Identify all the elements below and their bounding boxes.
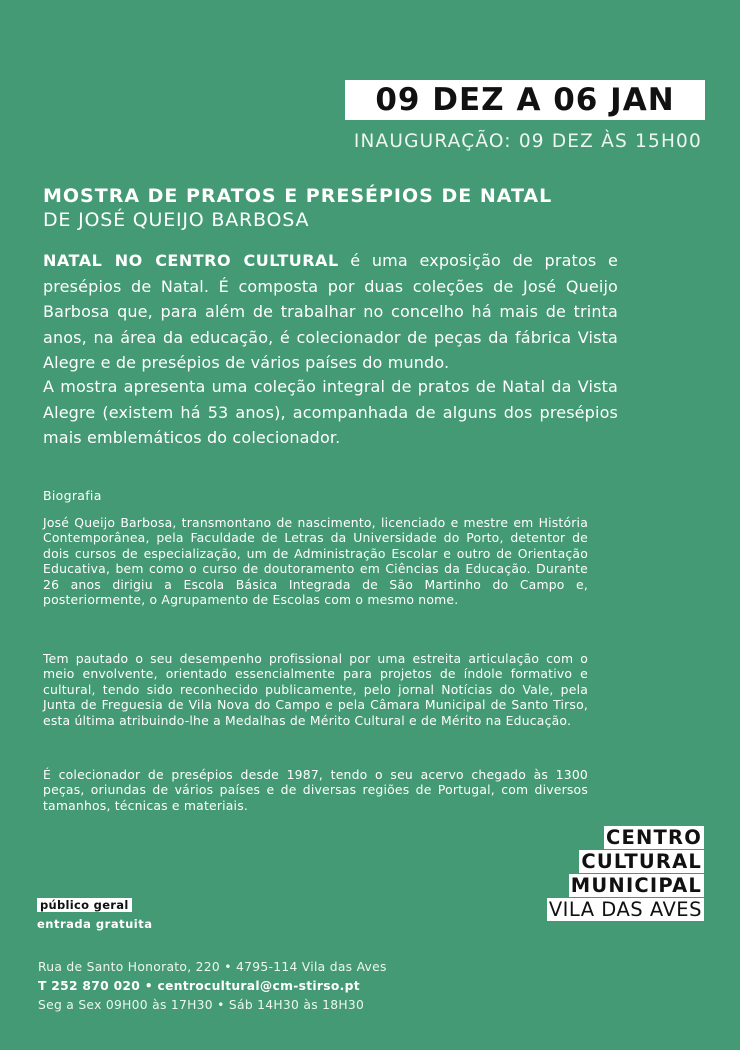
opening-hours: Seg a Sex 09H00 às 17H30 • Sáb 14H30 às 18H30 <box>38 998 365 1012</box>
date-range-badge: 09 DEZ A 06 JAN <box>345 80 705 120</box>
audience-badge: público geral <box>37 898 132 912</box>
logo-line-cultural: CULTURAL <box>581 850 702 873</box>
inauguration-text: INAUGURAÇÃO: 09 DEZ ÀS 15H00 <box>353 131 702 152</box>
biography-heading: Biografia <box>43 488 102 503</box>
exhibition-subtitle: DE JOSÉ QUEIJO BARBOSA <box>43 209 310 231</box>
logo-line-vila-das-aves: VILA DAS AVES <box>548 898 702 921</box>
biography-paragraph: É colecionador de presépios desde 1987, tendo o seu acervo chegado às 1300 peças, oriundas de vários países e de diversas regiões de Portugal, com diversos tamanhos, técnicas e materiais. <box>43 767 588 813</box>
logo-line-municipal: MUNICIPAL <box>570 874 702 897</box>
exhibition-title: MOSTRA DE PRATOS E PRESÉPIOS DE NATAL <box>43 185 553 207</box>
address: Rua de Santo Honorato, 220 • 4795-114 Vila das Aves <box>38 960 387 974</box>
biography-paragraph: Tem pautado o seu desempenho profissional por uma estreita articulação com o meio envolvente, orientado essencialmente para projetos de índole formativo e cultural, tendo sido reconhecido publicamente, pelo jornal Notícias do Vale, pela Junta de Freguesia de Vila Nova do Campo e pela Câmara Municipal de Santo Tirso, esta última atribuindo-lhe a Medalhas de Mérito Cultural e de Mérito na Educação. <box>43 651 588 728</box>
logo-line-centro: CENTRO <box>605 826 702 849</box>
biography-paragraph: José Queijo Barbosa, transmontano de nascimento, licenciado e mestre em História Contemporânea, pela Faculdade de Letras da Universidade do Porto, detentor de dois cursos de especialização, um de Administração Escolar e outro de Orientação Educativa, bem como o curso de doutoramento em Ciências da Educação. Durante 26 anos dirigiu a Escola Básica Integrada de São Martinho do Campo e, posteriormente, o Agrupamento de Escolas com o mesmo nome. <box>43 515 588 608</box>
intro-lead: NATAL NO CENTRO CULTURAL <box>43 251 339 270</box>
intro-paragraph-1 <box>43 248 618 376</box>
entry-info: entrada gratuita <box>37 917 153 931</box>
intro-paragraph-1-text: é uma exposição de pratos e presépios de Natal. É composta por duas coleções de José Queijo Barbosa que, para além de trabalhar no concelho há mais de trinta anos, na área da educação, é colecionador de peças da fábrica Vista Alegre e de presépios de vários países do mundo. <box>43 251 618 372</box>
phone-email: T 252 870 020 • centrocultural@cm-stirso.pt <box>38 979 360 993</box>
centro-cultural-logo <box>547 826 704 922</box>
intro-paragraph-2: A mostra apresenta uma coleção integral de pratos de Natal da Vista Alegre (existem há 53 anos), acompanhada de alguns dos presépios mais emblemáticos do colecionador. <box>43 377 618 447</box>
